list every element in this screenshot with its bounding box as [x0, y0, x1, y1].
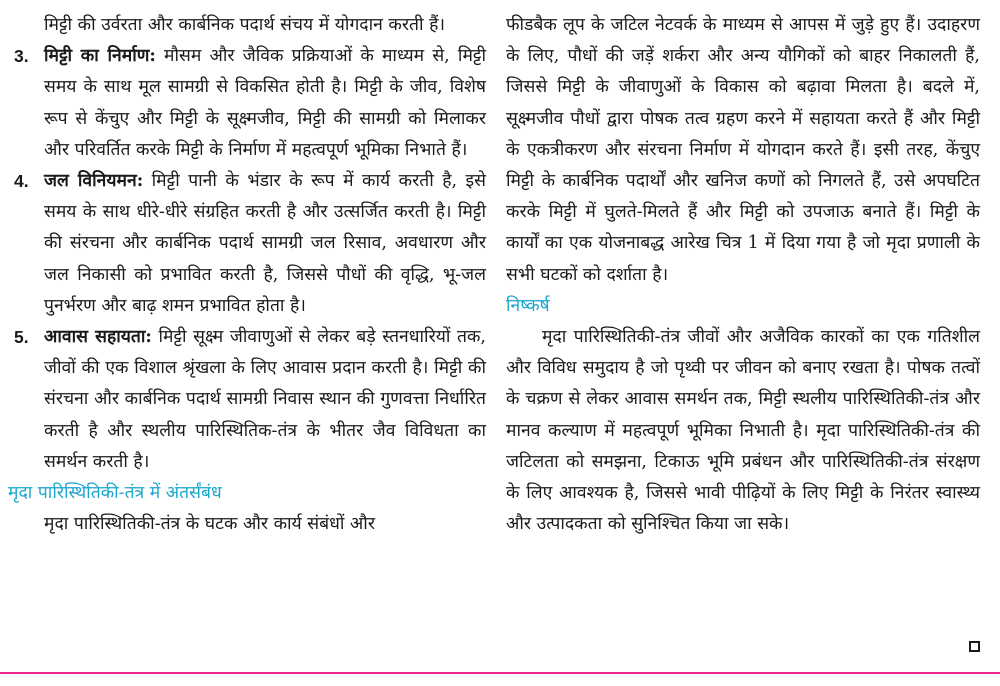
list-number: 3.: [14, 46, 29, 67]
list-item-text: मौसम और जैविक प्रक्रियाओं के माध्यम से, मिट्टी समय के साथ मूल सामग्री से विकसित होती है। मिट्टी के जीव, विशेष रूप से केंचुए और मिट्टी के सूक्ष्मजीव, मिट्टी की सामग्री को मिलाकर और परिवर्तित करके मिट्टी के निर्माण में महत्वपूर्ण भूमिका निभाते हैं।: [44, 46, 486, 160]
left-continuation-paragraph: मिट्टी की उर्वरता और कार्बनिक पदार्थ संचय में योगदान करती हैं।: [44, 15, 445, 35]
conclusion-paragraph: मृदा पारिस्थितिकी-तंत्र जीवों और अजैविक कारकों का एक गतिशील और विविध समुदाय है जो पृथ्वी पर जीवन को बनाए रखता है। पोषक तत्वों के चक्रण से लेकर आवास समर्थन तक, मिट्टी स्थलीय पारिस्थितिकी-तंत्र और मानव कल्याण में महत्वपूर्ण भूमिका निभाती है। मृदा पारिस्थितिकी-तंत्र की जटिलता को समझना, टिकाऊ भूमि प्रबंधन और पारिस्थितिकी-तंत्र संरक्षण के लिए आवश्यक है, जिससे भावी पीढ़ियों के लिए मिट्टी के निरंतर स्वास्थ्य और उत्पादकता को सुनिश्चित किया जा सके।: [506, 327, 980, 535]
list-item-soil-formation: [8, 41, 486, 166]
list-item-term: आवास सहायता:: [44, 327, 152, 348]
left-column: [8, 10, 486, 540]
section-heading-interrelations: मृदा पारिस्थितिकी-तंत्र में अंतर्संबंध: [8, 483, 222, 504]
page-footer-rule: [0, 672, 1000, 674]
right-column: [506, 10, 980, 540]
list-number: 5.: [14, 327, 29, 348]
list-number: 4.: [14, 171, 29, 192]
right-continuation-paragraph: फीडबैक लूप के जटिल नेटवर्क के माध्यम से आपस में जुड़े हुए हैं। उदाहरण के लिए, पौधों की जड़ें शर्करा और अन्य यौगिकों को बाहर निकालती हैं, जिससे मिट्टी के जीवाणुओं के विकास को बढ़ावा मिलता है। बदले में, सूक्ष्मजीव पौधों द्वारा पोषक तत्व ग्रहण करने में सहायता करते हैं और मिट्टी के एकत्रीकरण और संरचना निर्माण में योगदान करते हैं। इसी तरह, केंचुए मिट्टी के कार्बनिक पदार्थों और खनिज कणों को निगलते हैं, उसे अपघटित करके मिट्टी में घुलते-मिलते हैं और मिट्टी को उपजाऊ बनाते हैं। मिट्टी के कार्यों का एक योजनाबद्ध आरेख चित्र 1 में दिया गया है जो मृदा प्रणाली के सभी घटकों को दर्शाता है।: [506, 15, 980, 285]
conclusion-heading: निष्कर्ष: [506, 295, 550, 316]
list-item-text: मिट्टी सूक्ष्म जीवाणुओं से लेकर बड़े स्तनधारियों तक, जीवों की एक विशाल श्रृंखला के लिए आवास प्रदान करती है। मिट्टी की संरचना और कार्बनिक पदार्थ सामग्री निवास स्थान की गुणवत्ता निर्धारित करती है और स्थलीय पारिस्थितिक-तंत्र के भीतर जैव विविधता का समर्थन करती है।: [44, 327, 487, 472]
list-item-habitat-support: [8, 322, 486, 478]
section-start-paragraph: मृदा पारिस्थितिकी-तंत्र के घटक और कार्य संबंधों और: [44, 514, 375, 535]
list-item-text: मिट्टी पानी के भंडार के रूप में कार्य करती है, इसे समय के साथ धीरे-धीरे संग्रहित करती है और उत्सर्जित करती है। मिट्टी की संरचना और कार्बनिक पदार्थ सामग्री जल रिसाव, अवधारण और जल निकासी को प्रभावित करती है, जिससे पौधों की वृद्धि, भू-जल पुनर्भरण और बाढ़ शमन प्रभावित होता है।: [44, 171, 486, 316]
list-item-term: जल विनियमन:: [44, 171, 144, 192]
end-of-article-square-icon: [969, 641, 980, 652]
list-item-term: मिट्टी का निर्माण:: [44, 46, 156, 67]
list-item-water-regulation: [8, 166, 486, 322]
